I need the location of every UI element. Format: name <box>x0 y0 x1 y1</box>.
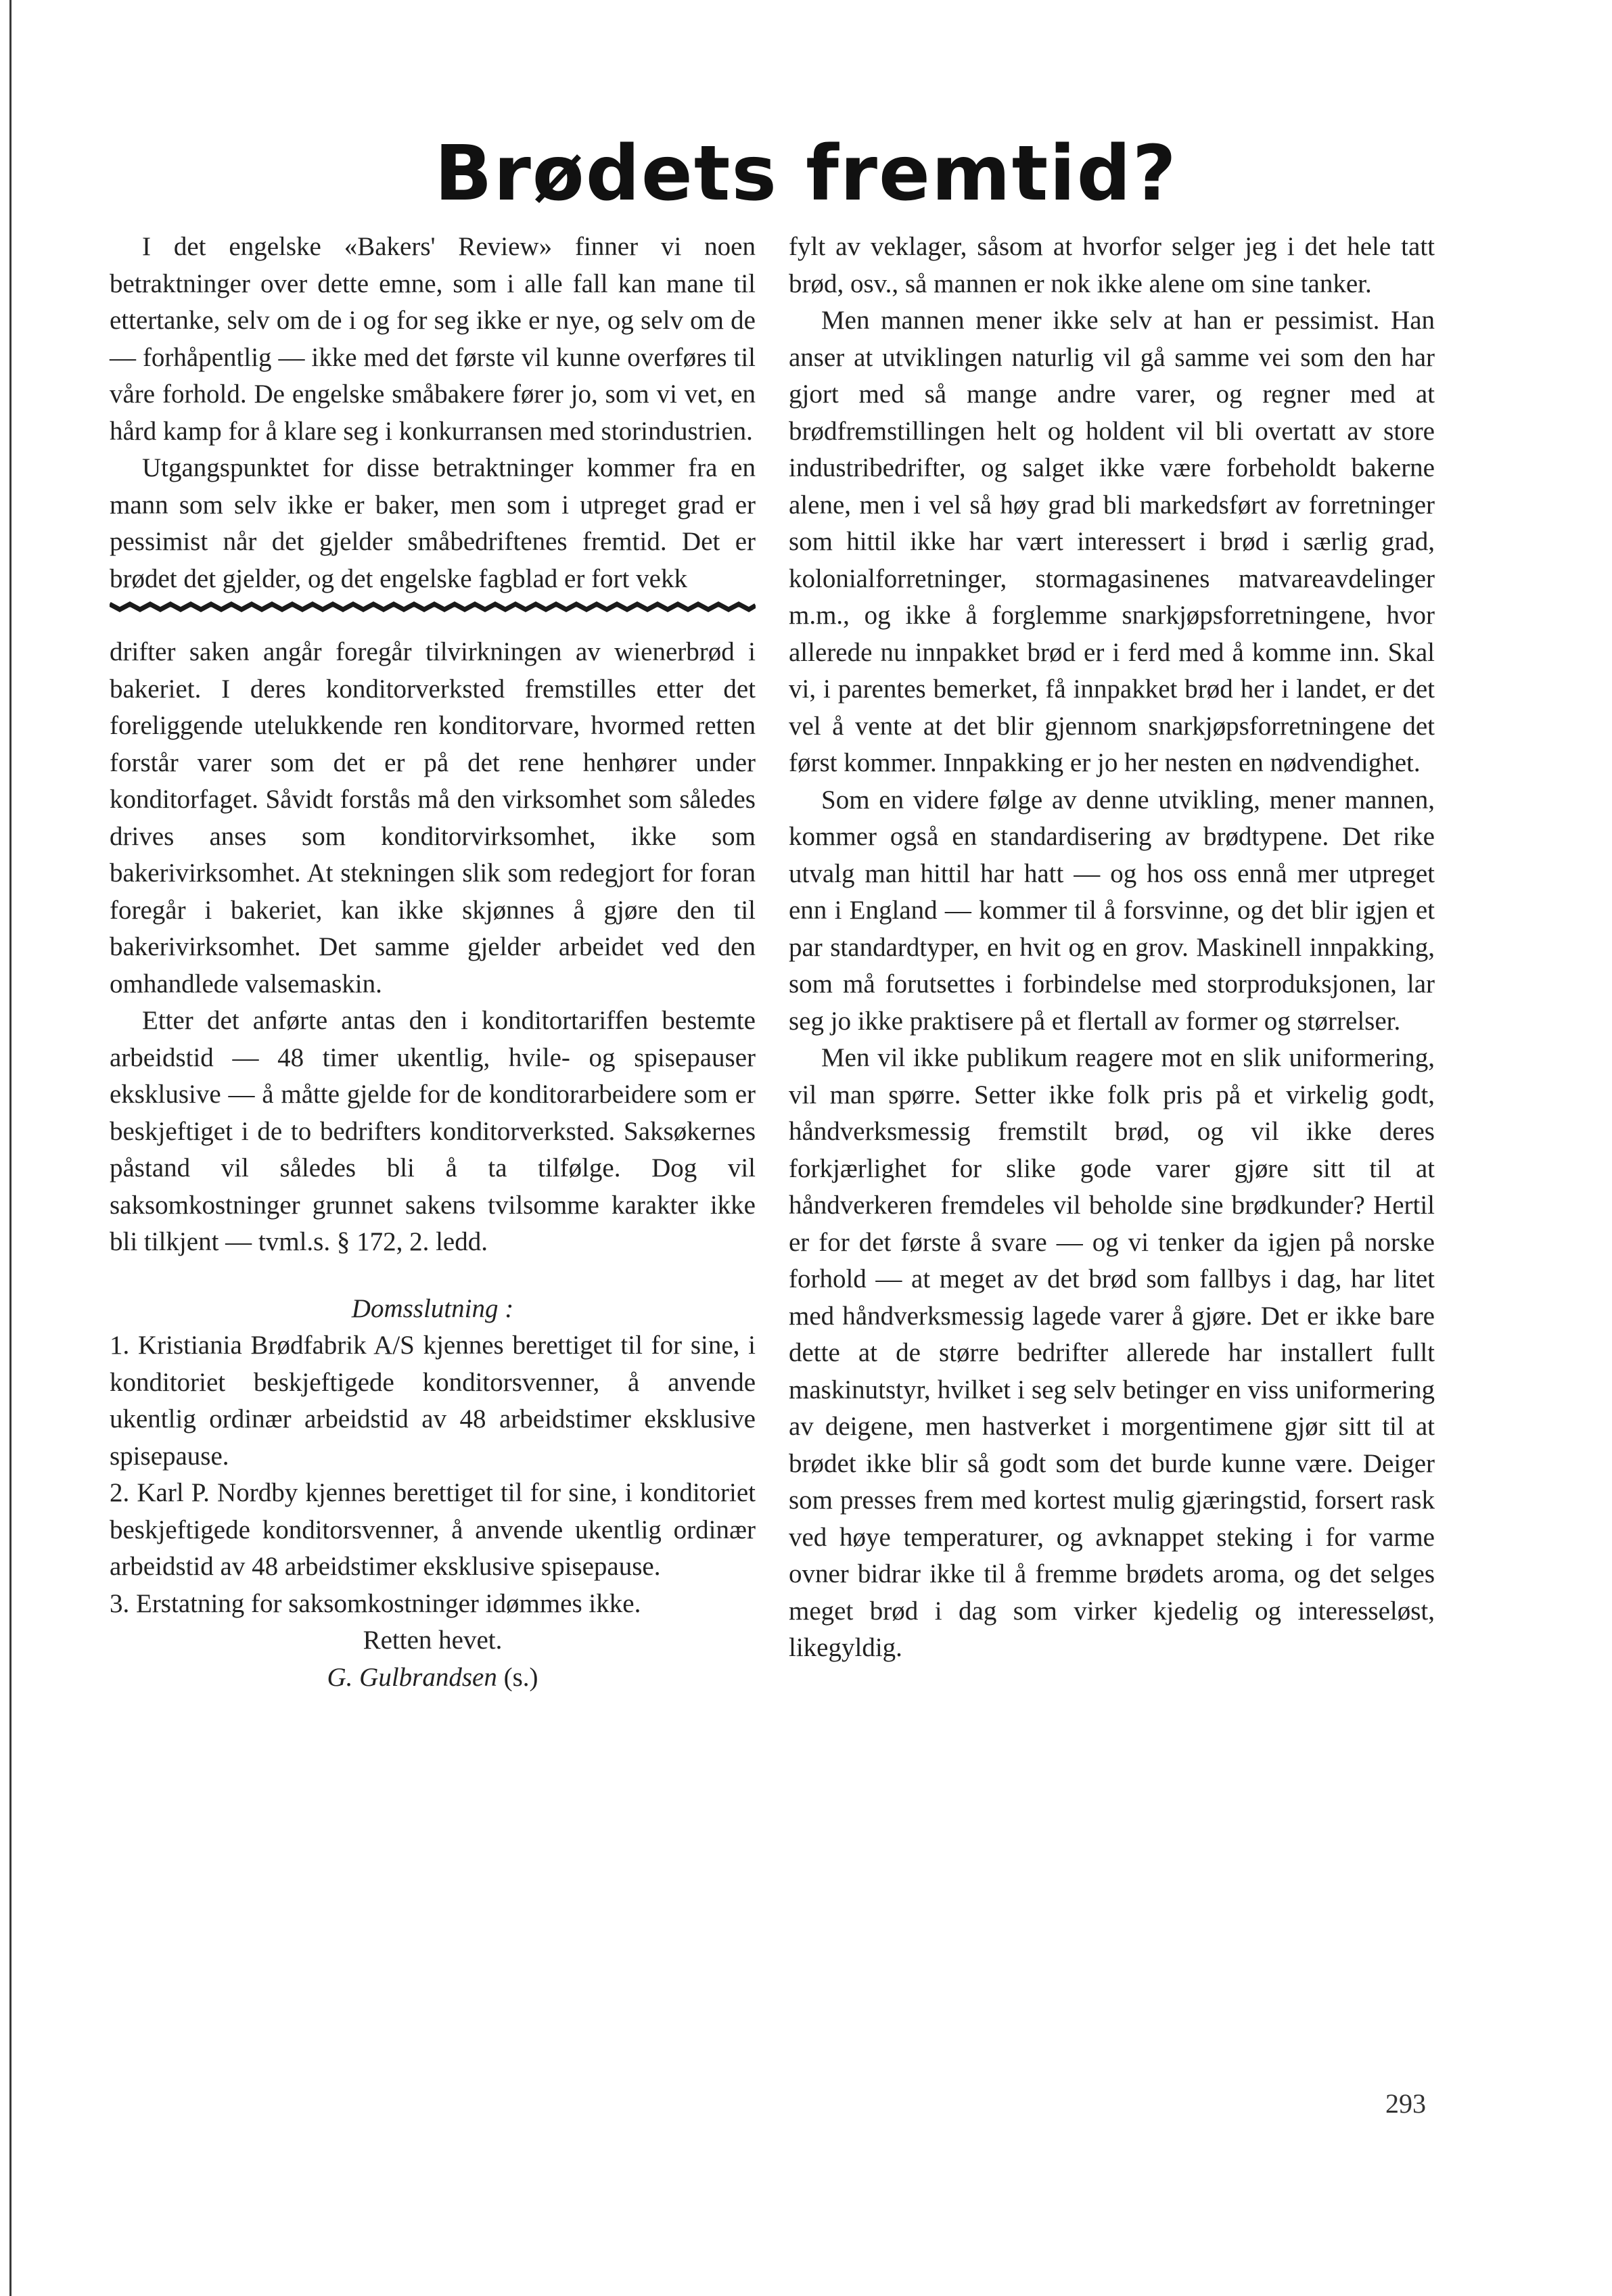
ruling-heading: Domsslutning : <box>351 1293 514 1323</box>
signature-suffix: (s.) <box>503 1662 538 1692</box>
article-paragraph: Men mannen mener ikke selv at han er pessimist. Han anser at utviklingen naturlig vil gå samme vei som den har gjort med så mange andre varer, og regner med at brødfremstillingen helt og holdent vil bli overtatt av store industribedrifter, og salget ikke være forbeholdt bakerne alene, men i vel så høy grad bli markedsført av forretninger som hittil ikke har vært interessert i brød i særlig grad, kolonialforretninger, stormagasinenes matvareavdelinger m.m., og ikke å forglemme snarkjøpsforretningene, hvor allerede nu innpakket brød er i ferd med å komme inn. Skal vi, i parentes bemerket, få innpakket brød her i landet, er det vel å vente at det blir gjennom snarkjøpsforretningene det først kommer. Innpakking er jo her nesten en nødvendighet. <box>789 306 1435 777</box>
divider-zigzag <box>110 604 756 610</box>
ruling-item: 2. Karl P. Nordby kjennes berettiget til for sine, i konditoriet beskjeftigede konditorsvenner, å anvende ukentlig ordinær arbeidstid av 48 arbeidstimer eksklusive spisepause. <box>110 1478 756 1581</box>
article-paragraph: I det engelske «Bakers' Review» finner vi noen betraktninger over dette emne, som i alle fall kan mane til ettertanke, selv om de i og for seg ikke er nye, og selv om de — forhåpentlig — ikke med det første vil kunne overføres til våre forhold. De engelske småbakere fører jo, som vi vet, en hård kamp for å klare seg i konkurransen med storindustrien. <box>110 232 756 446</box>
ruling-item: 1. Kristiania Brødfabrik A/S kjennes berettiget til for sine, i konditoriet beskjeftigede konditorsvenner, å anvende ukentlig ordinær arbeidstid av 48 arbeidstimer eksklusive spisepause. <box>110 1331 756 1471</box>
scan-edge-line <box>9 0 11 2296</box>
article-paragraph: fylt av veklager, såsom at hvorfor selger jeg i det hele tatt brød, osv., så mannen er nok ikke alene om sine tanker. <box>789 232 1435 298</box>
left-column <box>110 229 756 1696</box>
ruling-paragraph: drifter saken angår foregår tilvirkningen av wienerbrød i bakeriet. I deres konditorverksted fremstilles etter det foreliggende utelukkende ren konditorvare, hvormed retten forstår varer som det er på det rene henhører under konditorfaget. Såvidt forstås må den virksomhet som således drives anses som konditorvirksomhet, ikke som bakerivirksomhet. At stekningen slik som redegjort for foran foregår i bakeriet, kan ikke skjønnes å gjøre den til bakerivirksomhet. Det samme gjelder arbeidet ved den omhandlede valsemaskin. <box>110 637 756 998</box>
section-divider <box>110 601 756 612</box>
page-number: 293 <box>1385 2088 1426 2119</box>
right-column <box>789 229 1435 1667</box>
ruling-item: 3. Erstatning for saksomkostninger idømmes ikke. <box>110 1588 641 1618</box>
article-paragraph: Utgangspunktet for disse betraktninger kommer fra en mann som selv ikke er baker, men som i utpreget grad er pessimist når det gjelder småbedriftenes fremtid. Det er brødet det gjelder, og det engelske fagblad er fort vekk <box>110 453 756 593</box>
signature-name: G. Gulbrandsen <box>327 1662 497 1692</box>
ruling-paragraph: Etter det anførte antas den i konditortariffen bestemte arbeidstid — 48 timer ukentlig, hvile- og spisepauser eksklusive — å måtte gjelde for de konditorarbeidere som er beskjeftiget i de to bedrifters konditorverksted. Saksøkernes påstand vil således bli å ta tilfølge. Dog vil saksomkostninger grunnet sakens tvilsomme karakter ikke bli tilkjent — tvml.s. § 172, 2. ledd. <box>110 1006 756 1256</box>
closing-line: Retten hevet. <box>363 1626 503 1655</box>
article-paragraph: Men vil ikke publikum reagere mot en slik uniformering, vil man spørre. Setter ikke folk pris på et virkelig godt, håndverksmessig fremstilt brød, og vil ikke deres forkjærlighet for slike gode varer gjøre sitt til at håndverkeren fremdeles vil beholde sine brødkunder? Hertil er for det første å svare — og vi tenker da igjen på norske forhold — at meget av det brød som fallbys i dag, har litet med håndverksmessig lagede varer å gjøre. Det er ikke bare dette at de større bedrifter allerede har installert fullt maskinutstyr, hvilket i seg selv betinger en viss uniformering av deigene, men hastverket i morgentimene gjør sitt til at brødet ikke blir så godt som det burde kunne være. Deiger som presses frem med kortest mulig gjæringstid, forsert rask ved høye temperaturer, og avknappet steking i for varme ovner bidrar ikke til å fremme brødets aroma, og det selges meget brød i dag som virker kjedelig og interesseløst, likegyldig. <box>789 1043 1435 1662</box>
article-paragraph: Som en videre følge av denne utvikling, mener mannen, kommer også en standardisering av brødtypene. Det rike utvalg man hittil har hatt — og hos oss ennå mer utpreget enn i England — kommer til å forsvinne, og det blir igjen et par standardtyper, en hvit og en grov. Maskinell innpakking, som må forutsettes i forbindelse med storproduksjonen, lar seg jo ikke praktisere på et flertall av former og størrelser. <box>789 785 1435 1036</box>
article-title: Brødets fremtid? <box>434 130 1178 218</box>
signature <box>110 1659 756 1697</box>
